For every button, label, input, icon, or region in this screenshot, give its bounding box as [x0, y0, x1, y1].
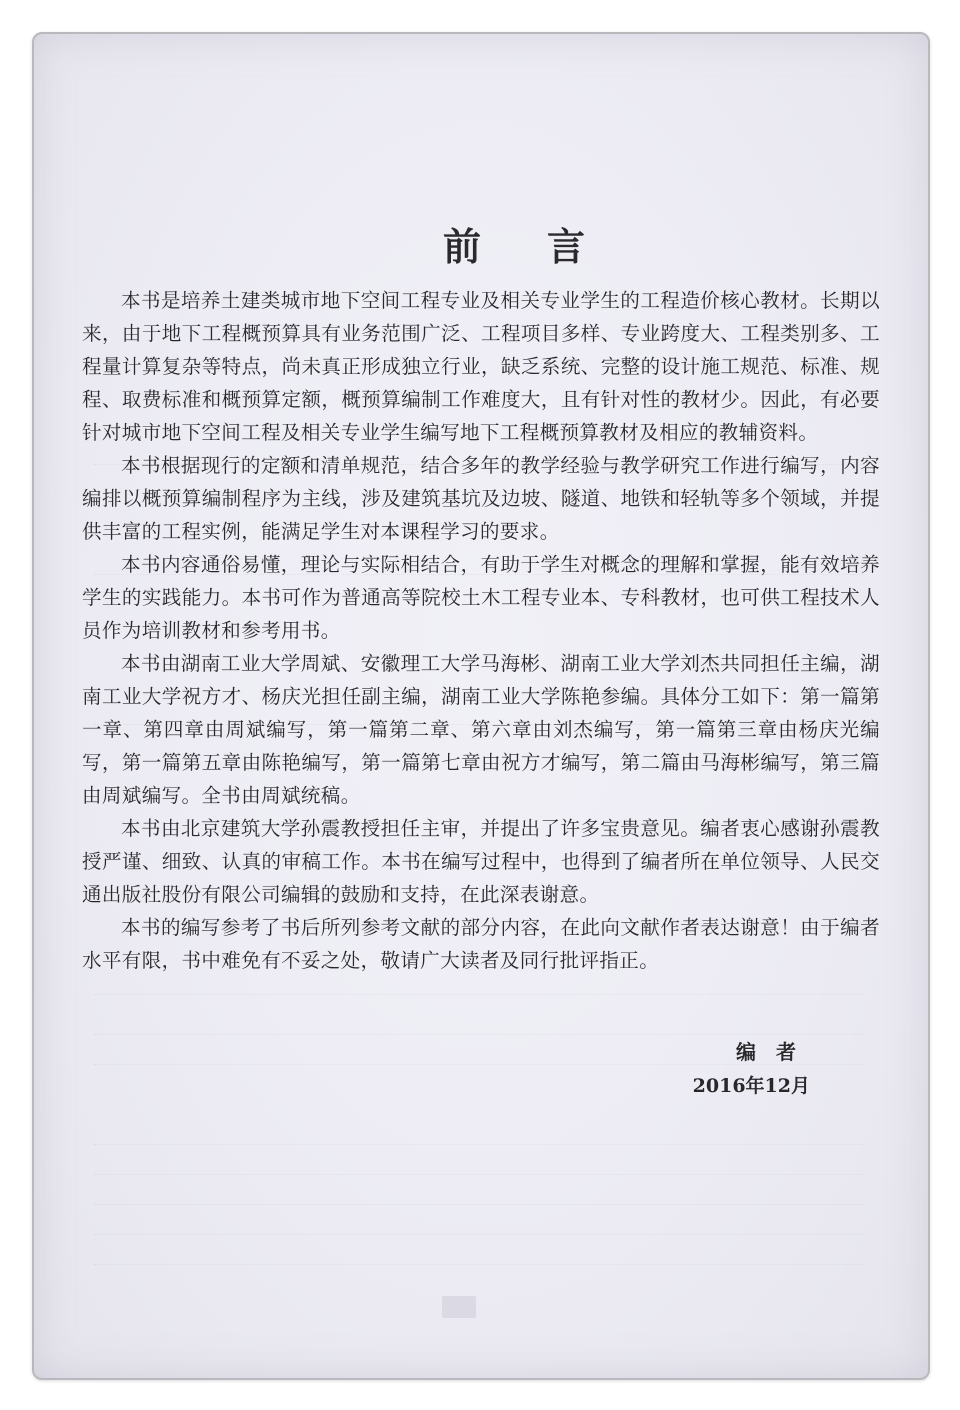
bleed-through-line	[94, 1144, 864, 1159]
paragraph: 本书的编写参考了书后所列参考文献的部分内容，在此向文献作者表达谢意！由于编者水平有限，书中难免有不妥之处，敬请广大读者及同行批评指正。	[82, 916, 880, 972]
paragraph: 本书由湖南工业大学周斌、安徽理工大学马海彬、湖南工业大学刘杰共同担任主编，湖南工业大学祝方才、杨庆光担任副主编，湖南工业大学陈艳参编。具体分工如下：第一篇第一章、第四章由周斌编写，第一篇第二章、第六章由刘杰编写，第一篇第三章由杨庆光编写，第一篇第五章由陈艳编写，第一篇第七章由祝方才编写，第二篇由马海彬编写，第三篇由周斌编写。全书由周斌统稿。	[82, 652, 880, 807]
signature-date: 2016年12月	[692, 1075, 810, 1097]
signature-block	[692, 1034, 816, 1102]
page-number-mark	[442, 1296, 476, 1318]
bleed-through-line	[94, 1174, 864, 1189]
bleed-through-line	[94, 1234, 864, 1249]
paragraph: 本书内容通俗易懂，理论与实际相结合，有助于学生对概念的理解和掌握，能有效培养学生的实践能力。本书可作为普通高等院校土木工程专业本、专科教材，也可供工程技术人员作为培训教材和参考用书。	[82, 553, 880, 642]
paragraph: 本书是培养土建类城市地下空间工程专业及相关专业学生的工程造价核心教材。长期以来，由于地下工程概预算具有业务范围广泛、工程项目多样、专业跨度大、工程类别多、工程量计算复杂等特点，尚未真正形成独立行业，缺乏系统、完整的设计施工规范、标准、规程、取费标准和概预算定额，概预算编制工作难度大，且有针对性的教材少。因此，有必要针对城市地下空间工程及相关专业学生编写地下工程概预算教材及相应的教辅资料。	[82, 289, 880, 444]
bleed-through-line	[94, 994, 864, 1009]
bleed-through-line	[94, 1204, 864, 1219]
paragraph: 本书由北京建筑大学孙震教授担任主审，并提出了许多宝贵意见。编者衷心感谢孙震教授严谨、细致、认真的审稿工作。本书在编写过程中，也得到了编者所在单位领导、人民交通出版社股份有限公司编辑的鼓励和支持，在此深表谢意。	[82, 817, 880, 906]
preface-body	[82, 284, 880, 977]
signature-author: 编者	[736, 1040, 816, 1064]
paragraph: 本书根据现行的定额和清单规范，结合多年的教学经验与教学研究工作进行编写，内容编排以概预算编制程序为主线，涉及建筑基坑及边坡、隧道、地铁和轻轨等多个领域，并提供丰富的工程实例，能满足学生对本课程学习的要求。	[82, 454, 880, 543]
page-title: 前言	[442, 224, 651, 269]
book-page	[32, 32, 930, 1380]
bleed-through-line	[94, 1264, 864, 1279]
